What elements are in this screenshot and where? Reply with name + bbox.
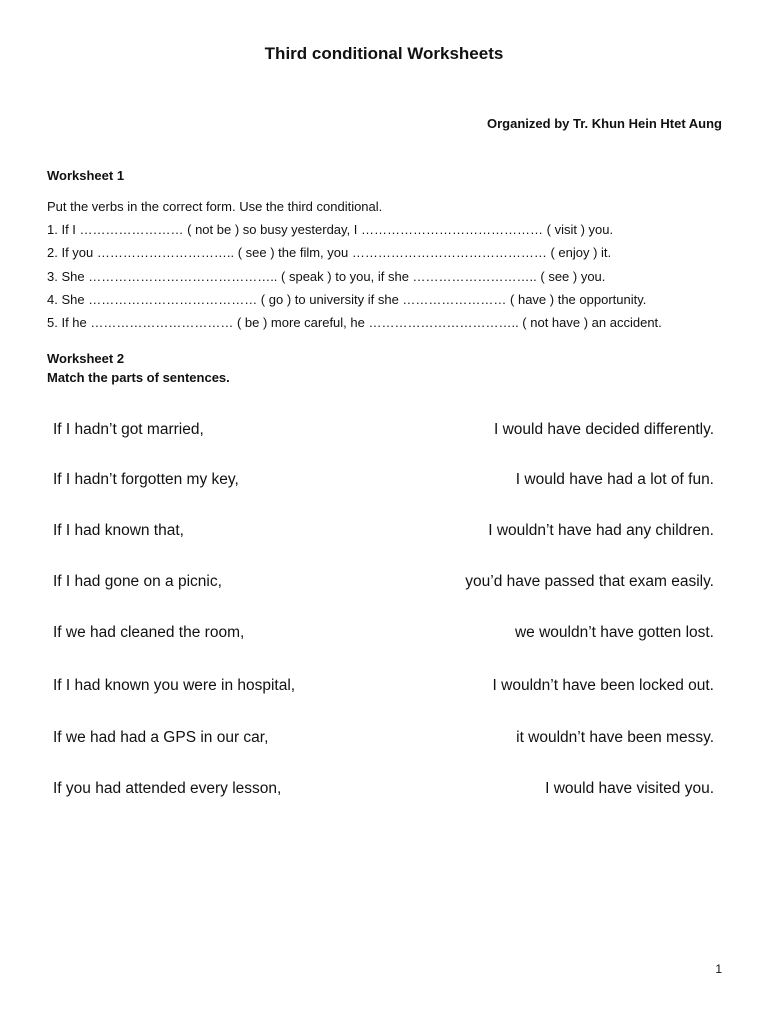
match-left: If I had known you were in hospital, bbox=[53, 677, 296, 694]
worksheet-2-heading: Worksheet 2 bbox=[47, 351, 125, 366]
worksheet-1-exercise bbox=[47, 195, 662, 334]
match-right: I would have visited you. bbox=[545, 780, 714, 797]
match-row bbox=[53, 573, 714, 591]
exercise-item: 3. She …………………………………….. ( speak ) to you, if she ……………………….. ( see ) you. bbox=[47, 268, 606, 284]
match-left: If we had cleaned the room, bbox=[53, 624, 245, 641]
exercise-item: 4. She ………………………………… ( go ) to university if she …………………… ( have ) the opportunity. bbox=[47, 291, 647, 307]
match-row bbox=[53, 677, 714, 695]
match-left: If you had attended every lesson, bbox=[53, 780, 282, 797]
match-right: I wouldn’t have had any children. bbox=[488, 522, 714, 539]
match-left: If we had had a GPS in our car, bbox=[53, 729, 269, 746]
exercise-item: 2. If you ………………………….. ( see ) the film, you ……………………………………… ( enjoy ) it. bbox=[47, 245, 612, 261]
match-right: I wouldn’t have been locked out. bbox=[492, 677, 714, 694]
match-left: If I had known that, bbox=[53, 522, 184, 539]
exercise-item: 5. If he …………………………… ( be ) more careful, he …………………………….. ( not have ) an accident. bbox=[47, 315, 662, 331]
match-row bbox=[53, 471, 714, 489]
match-right: I would have had a lot of fun. bbox=[515, 471, 714, 488]
worksheet-2-instruction: Match the parts of sentences. bbox=[47, 370, 230, 385]
match-left: If I hadn’t forgotten my key, bbox=[53, 471, 239, 488]
match-row bbox=[53, 421, 714, 439]
exercise-item: 1. If I …………………… ( not be ) so busy yesterday, I …………………………………… ( visit ) you. bbox=[47, 222, 614, 238]
match-row bbox=[53, 624, 714, 642]
match-right: you’d have passed that exam easily. bbox=[465, 573, 714, 590]
match-row bbox=[53, 522, 714, 540]
match-left: If I had gone on a picnic, bbox=[53, 573, 222, 590]
match-right: it wouldn’t have been messy. bbox=[516, 729, 714, 746]
page-title: Third conditional Worksheets bbox=[264, 44, 504, 63]
match-left: If I hadn’t got married, bbox=[53, 421, 204, 438]
match-right: I would have decided differently. bbox=[493, 421, 714, 438]
worksheet-1-heading: Worksheet 1 bbox=[47, 168, 125, 183]
match-row bbox=[53, 780, 714, 798]
match-row bbox=[53, 729, 714, 747]
organizer-credit: Organized by Tr. Khun Hein Htet Aung bbox=[487, 116, 722, 131]
worksheet-1-instruction: Put the verbs in the correct form. Use the third conditional. bbox=[47, 199, 383, 214]
page-number: 1 bbox=[715, 962, 722, 976]
match-right: we wouldn’t have gotten lost. bbox=[514, 624, 714, 641]
